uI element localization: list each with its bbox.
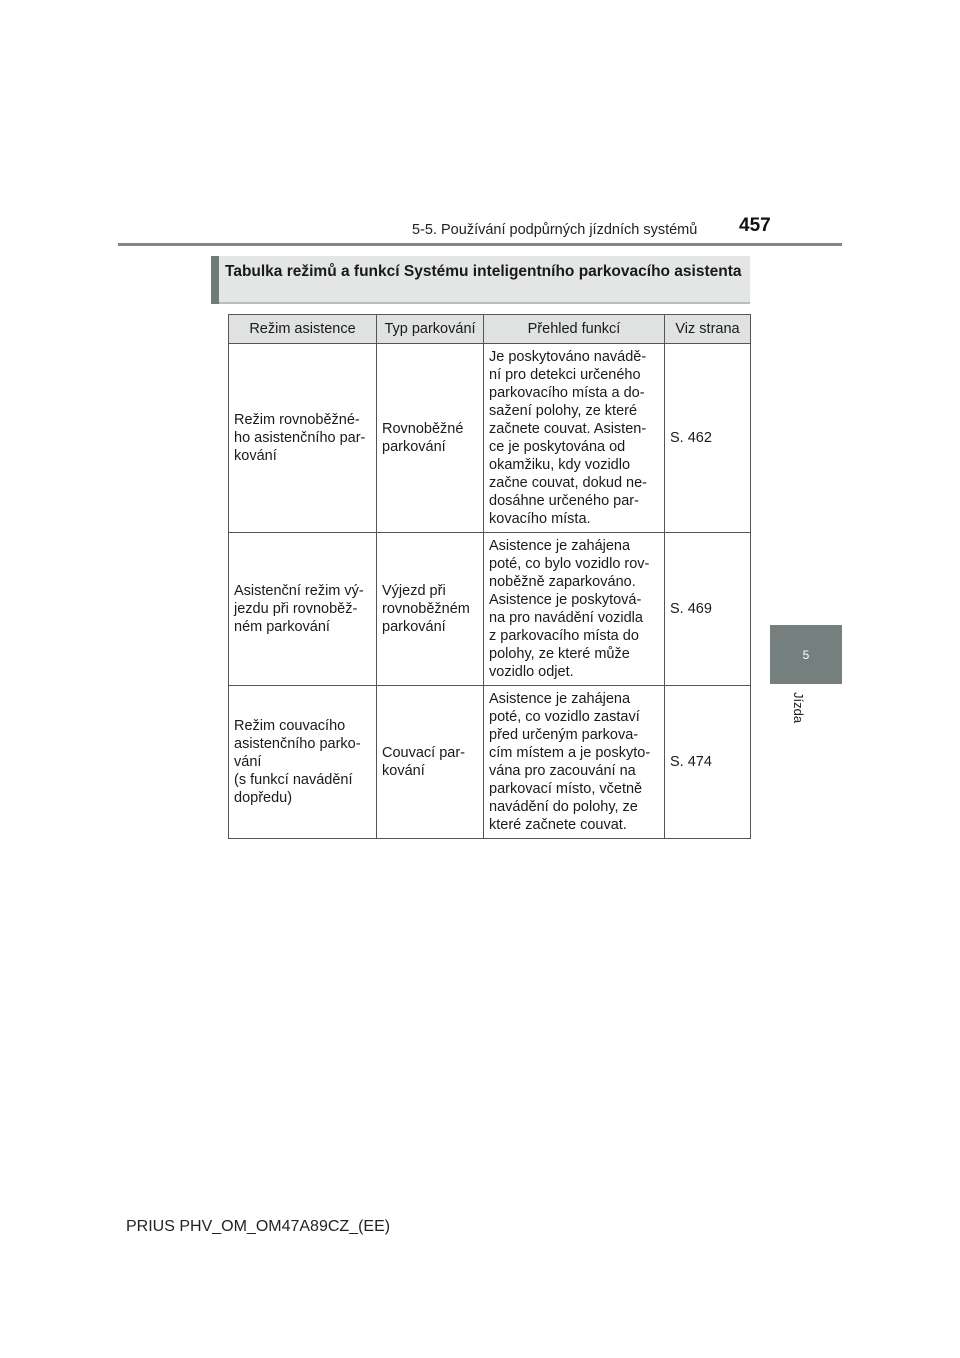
table-heading: [211, 256, 750, 304]
table-row: [229, 344, 751, 533]
page-ref-cell: S. 462: [665, 344, 751, 533]
chapter-number: 5: [802, 647, 810, 662]
type-cell: Rovnoběžné parkování: [377, 344, 484, 533]
overview-cell: Asistence je zahájena poté, co vozidlo zastaví před určeným parkova- cím místem a je poskyto- vána pro zacouvání na parkovací místo, včetně navádění do polohy, ze které začnete couvat.: [484, 686, 665, 839]
header-rule: [118, 243, 842, 246]
overview-cell: Asistence je zahájena poté, co bylo vozidlo rov- noběžně zaparkováno. Asistence je poskytová- na pro navádění vozidla z parkovacího místa do polohy, ze které může vozidlo odjet.: [484, 533, 665, 686]
chapter-label: Jízda: [791, 692, 806, 724]
document-code: PRIUS PHV_OM_OM47A89CZ_(EE): [126, 1218, 391, 1235]
page-ref-cell: S. 469: [665, 533, 751, 686]
chapter-tab: [770, 625, 842, 684]
type-cell: Výjezd při rovnoběžném parkování: [377, 533, 484, 686]
column-header: Přehled funkcí: [484, 315, 665, 344]
mode-cell: Režim couvacího asistenčního parko- vání (s funkcí navádění dopředu): [229, 686, 377, 839]
section-title: 5-5. Používání podpůrných jízdních systémů: [412, 222, 698, 238]
mode-cell: Asistenční režim vý- jezdu při rovnoběž- ném parkování: [229, 533, 377, 686]
table-row: [229, 686, 751, 839]
mode-cell: Režim rovnoběžné- ho asistenčního par- kování: [229, 344, 377, 533]
overview-cell: Je poskytováno navádě- ní pro detekci určeného parkovacího místa a do- sažení polohy, ze které začnete couvat. Asisten- ce je poskytována od okamžiku, kdy vozidlo začne couvat, dokud ne- dosáhne určeného par- kovacího místa.: [484, 344, 665, 533]
column-header: Typ parkování: [377, 315, 484, 344]
modes-table: [228, 314, 751, 839]
heading-text: Tabulka režimů a funkcí Systému inteligentního parkovacího asistenta: [225, 263, 742, 280]
column-header: Viz strana: [665, 315, 751, 344]
page-ref-cell: S. 474: [665, 686, 751, 839]
page-number: 457: [739, 215, 771, 236]
table-row: [229, 533, 751, 686]
heading-accent-bar: [211, 256, 219, 304]
column-header: Režim asistence: [229, 315, 377, 344]
table-header-row: [229, 315, 751, 344]
type-cell: Couvací par- kování: [377, 686, 484, 839]
